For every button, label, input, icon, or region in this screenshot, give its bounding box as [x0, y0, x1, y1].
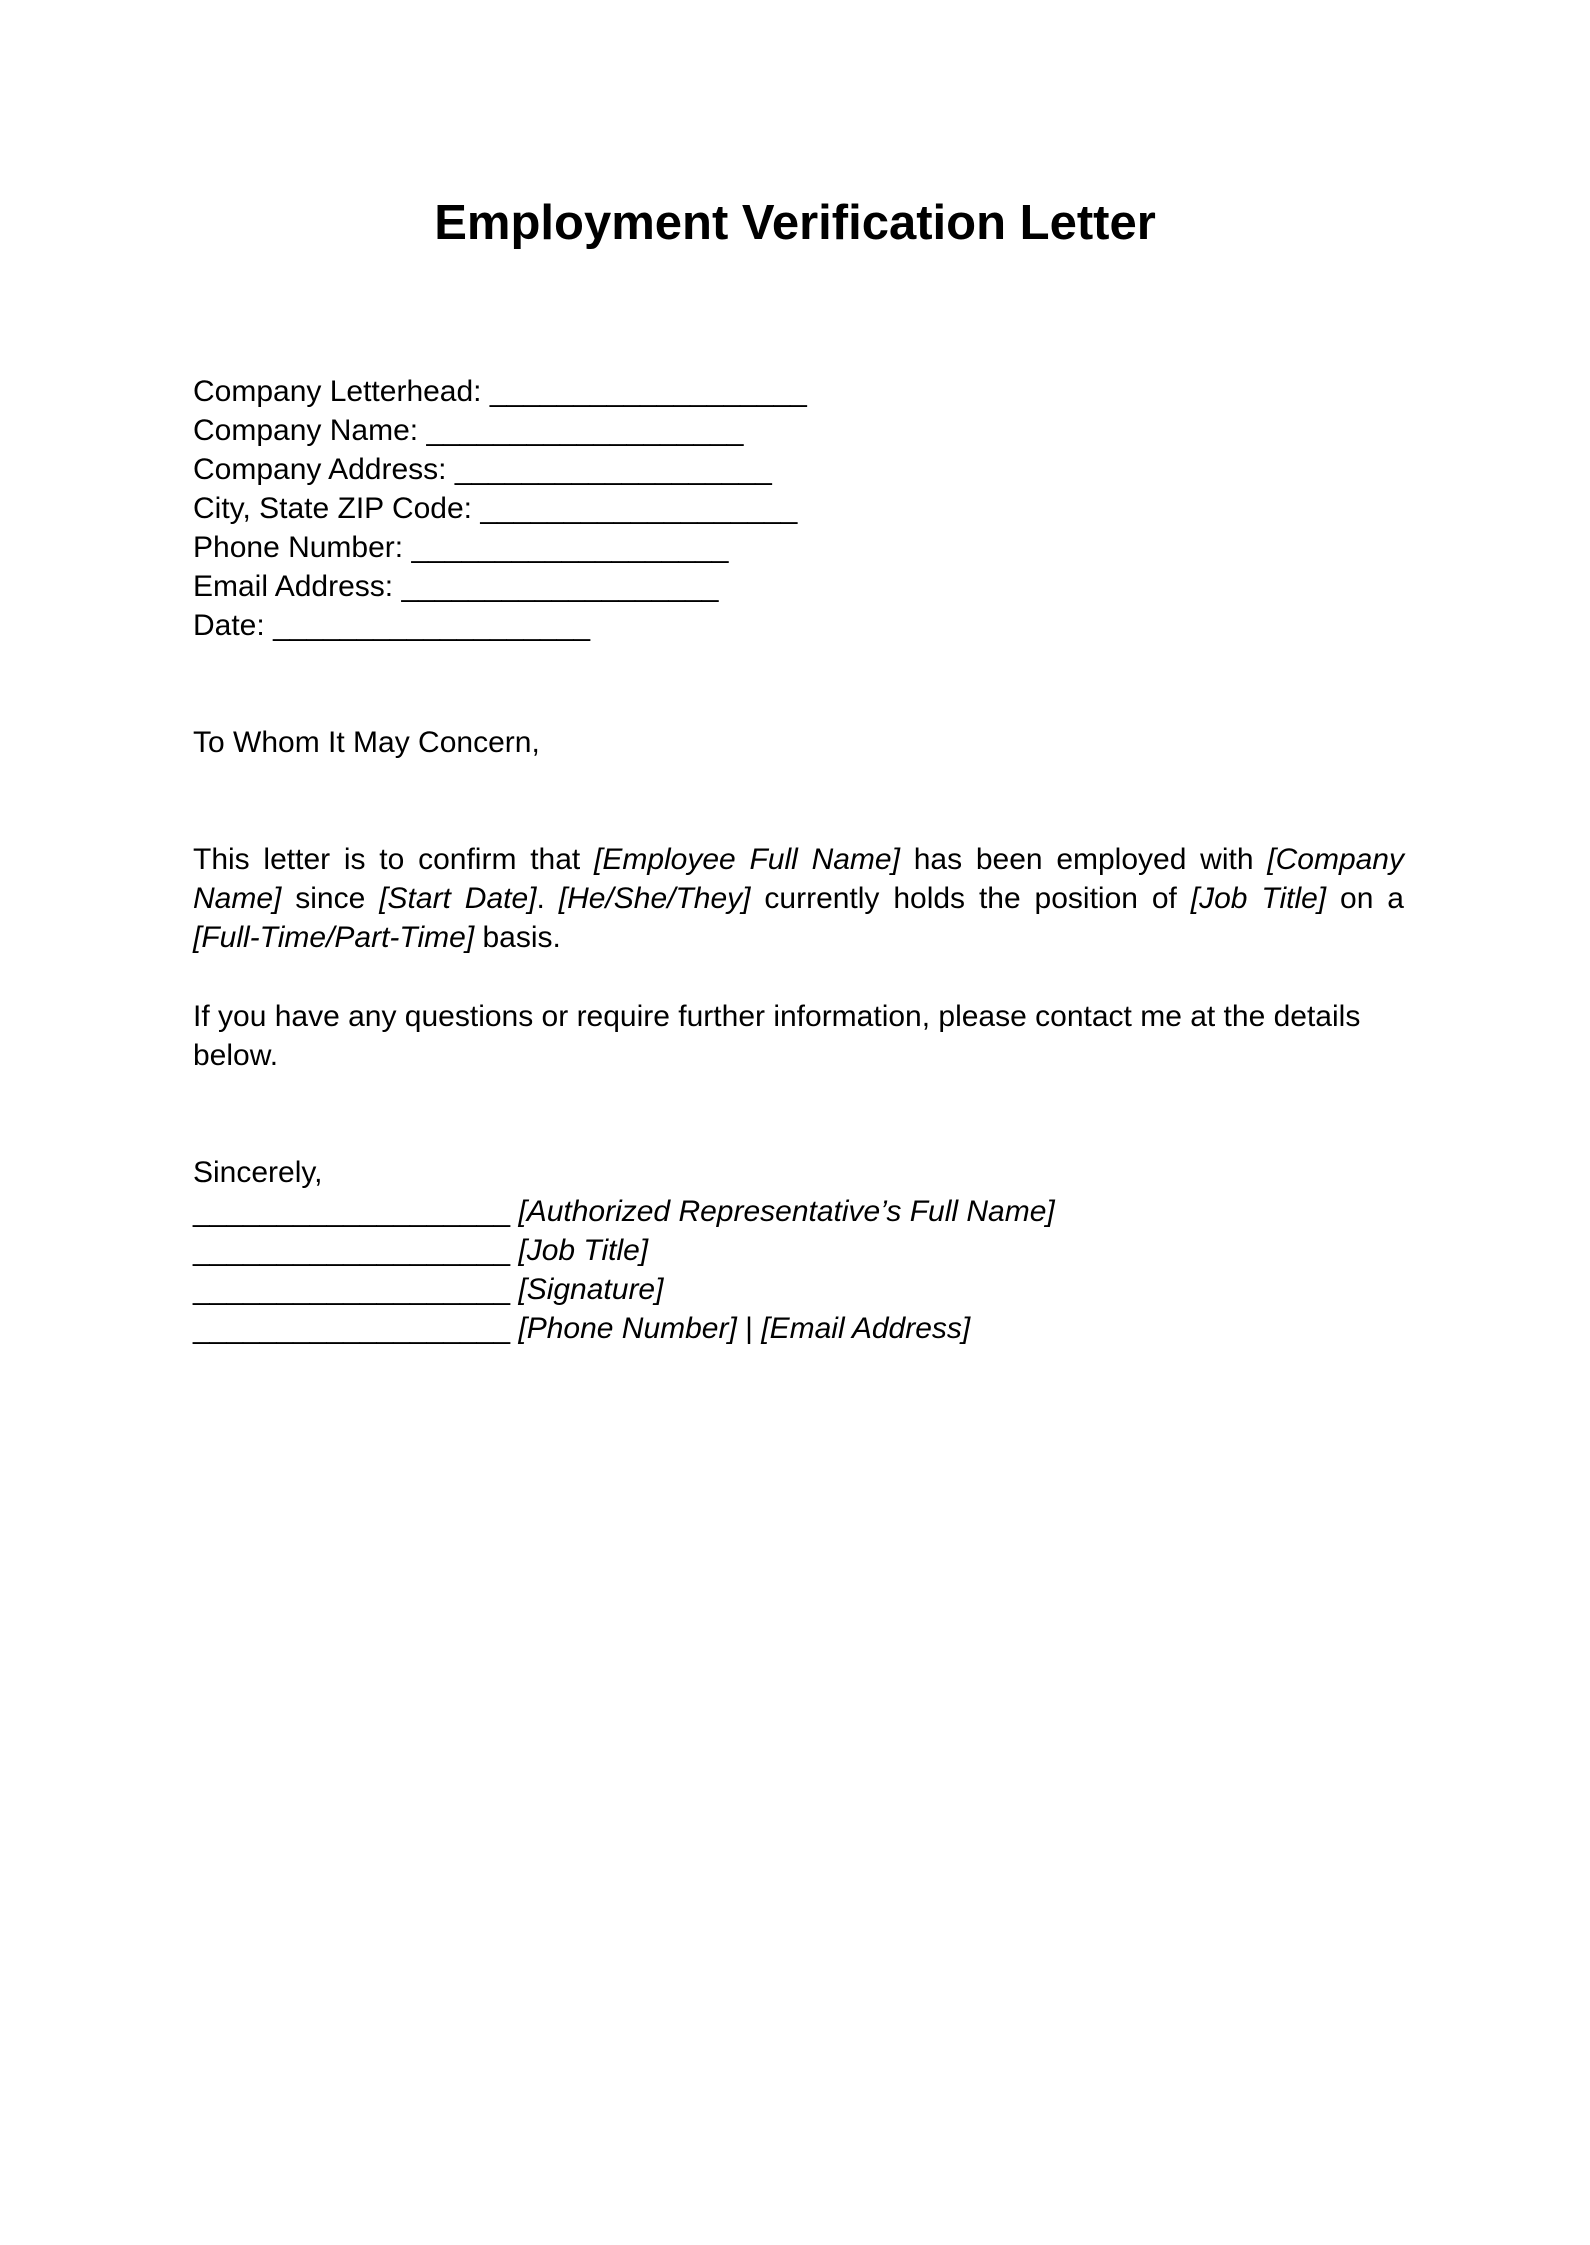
body-text: on a — [1326, 882, 1404, 915]
body-text: since — [281, 882, 380, 915]
start-date-placeholder: [Start Date] — [379, 882, 537, 915]
contact-paragraph: If you have any questions or require further information, please contact me at the details below. — [193, 1000, 1361, 1072]
representative-name-line — [193, 1192, 1404, 1231]
signature-line — [193, 1270, 1404, 1309]
field-label: Company Address: — [193, 453, 447, 486]
body-text: basis. — [474, 921, 561, 954]
blank-line: ___________________ — [480, 492, 798, 525]
phone-number-field — [193, 528, 1404, 567]
field-label: Date: — [193, 609, 265, 642]
closing-text: Sincerely, — [193, 1156, 323, 1189]
contact-line — [193, 1309, 1404, 1348]
body-text: This letter is to confirm that — [193, 843, 594, 876]
field-label: City, State ZIP Code: — [193, 492, 473, 525]
blank-line: ___________________ — [489, 375, 807, 408]
pronoun-placeholder: [He/She/They] — [558, 882, 751, 915]
company-address-field — [193, 450, 1404, 489]
email-address-field — [193, 567, 1404, 606]
representative-name-placeholder: [Authorized Representative’s Full Name] — [518, 1195, 1055, 1228]
body-text: has been employed with — [899, 843, 1268, 876]
body-text: . — [536, 882, 559, 915]
blank-line: ___________________ — [454, 453, 772, 486]
blank-line: ___________________ — [411, 531, 729, 564]
confirmation-paragraph — [193, 840, 1404, 957]
blank-line: ___________________ — [401, 570, 719, 603]
blank-line: ___________________ — [193, 1312, 511, 1345]
job-title-placeholder: [Job Title] — [518, 1234, 649, 1267]
blank-line: ___________________ — [426, 414, 744, 447]
signature-placeholder: [Signature] — [518, 1273, 664, 1306]
company-info-block — [193, 372, 1404, 645]
salutation: To Whom It May Concern, — [193, 726, 540, 759]
field-label: Company Letterhead: — [193, 375, 482, 408]
field-label: Company Name: — [193, 414, 419, 447]
body-text: currently holds the position of — [750, 882, 1191, 915]
employment-type-placeholder: [Full-Time/Part-Time] — [193, 921, 475, 954]
blank-line: ___________________ — [193, 1195, 511, 1228]
job-title-line — [193, 1231, 1404, 1270]
city-state-zip-field — [193, 489, 1404, 528]
field-label: Phone Number: — [193, 531, 404, 564]
blank-line: ___________________ — [193, 1273, 511, 1306]
employee-name-placeholder: [Employee Full Name] — [593, 843, 900, 876]
blank-line: ___________________ — [193, 1234, 511, 1267]
company-name-placeholder: [Company Name] — [193, 843, 1404, 915]
signature-block — [193, 1153, 1404, 1348]
field-label: Email Address: — [193, 570, 394, 603]
separator: | — [736, 1312, 762, 1345]
date-field — [193, 606, 1404, 645]
document-title: Employment Verification Letter — [434, 196, 1156, 250]
blank-line: ___________________ — [273, 609, 591, 642]
job-title-placeholder: [Job Title] — [1190, 882, 1327, 915]
company-name-field — [193, 411, 1404, 450]
company-letterhead-field — [193, 372, 1404, 411]
phone-placeholder: [Phone Number] — [518, 1312, 737, 1345]
email-placeholder: [Email Address] — [761, 1312, 971, 1345]
